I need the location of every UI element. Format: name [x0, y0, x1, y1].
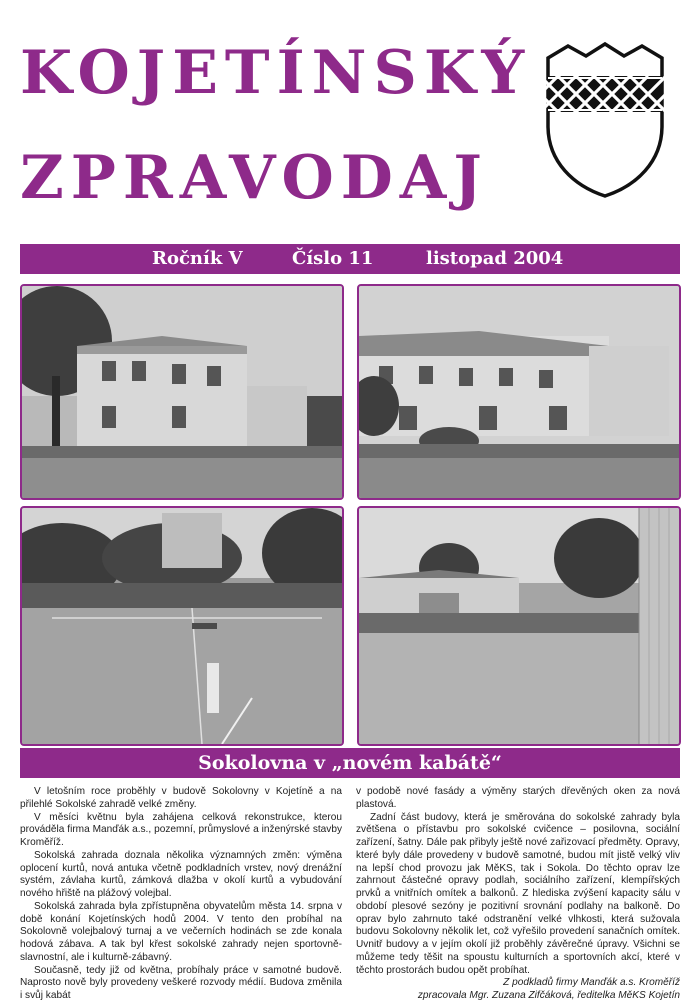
issue-number: Číslo 11	[292, 248, 374, 269]
article-paragraph: Současně, tedy již od května, probíhaly práce v samotné budově. Naprosto nově byly provedeny veškeré rozvody médií. Budova změnila i svůj kabát	[20, 964, 342, 1001]
article-paragraph: Sokolská zahrada doznala několika významných změn: výměna oplocení kurtů, nová antuka včetně podkladních vrstev, nový drenážní systém, závlaha kurtů, zámková dlažba v okolí kurtů a vybudování nového hřiště na plážový volejbal.	[20, 849, 342, 899]
article-column-left	[20, 786, 342, 1003]
article-signature-author: zpracovala Mgr. Zuzana Zifčáková, ředitelka MěKS Kojetín	[417, 990, 680, 1001]
issue-bar	[20, 244, 680, 274]
masthead	[20, 30, 540, 235]
article-paragraph: v podobě nové fasády a výměny starých dřevěných oken za nová plastová.	[356, 786, 680, 810]
photo-sports-courts	[20, 506, 344, 746]
photo-sokolovna-front-left	[20, 284, 344, 500]
issue-volume: Ročník V	[152, 248, 243, 269]
article-column-right	[356, 786, 680, 1003]
article-paragraph: V letošním roce proběhly v budově Sokolovny v Kojetíně a na přilehlé Sokolské zahradě velké změny.	[20, 786, 342, 810]
article-signature-source: Z podkladů firmy Manďák a.s. Kroměříž	[503, 977, 680, 989]
photo-sokolovna-front-right	[357, 284, 681, 500]
article-title: Sokolovna v „novém kabátě“	[20, 748, 680, 778]
masthead-title-line1: KOJETÍNSKÝ	[20, 38, 532, 108]
issue-date: listopad 2004	[426, 248, 564, 269]
coat-of-arms-icon	[540, 40, 670, 200]
photo-courts-and-building	[357, 506, 681, 746]
article-paragraph: V měsíci květnu byla zahájena celková rekonstrukce, kterou prováděla firma Manďák a.s., pozemní, průmyslové a inženýrské stavby Kroměříž.	[20, 811, 342, 848]
article-paragraph: Sokolská zahrada byla zpřístupněna obyvatelům města 14. srpna v době konání Kojetínských hodů 2004. V tento den probíhal na Sokolovně volejbalový turnaj a ve večerních hodinách se zde konala hodová zábava. A tak byl křest sokolské zahrady nejen sportovně-slavnostní, ale i kulturně-zábavný.	[20, 900, 342, 963]
article-paragraph: Zadní část budovy, která je směrována do sokolské zahrady byla zvětšena o přístavbu pro sokolské cvičence – posilovna, sociální zařízení, šatny. Dále pak přibyly ještě nové zařizovací předměty. Opravy, které byly dále provedeny v budově samotné, budou mít jistě velký vliv na lepší chod provozu jak MěKS, tak i Sokola. Do těchto oprav lze zahrnout částečné opravy podlah, sociálního zařízení, klempířských prvků a vnitřních omítek a balkonů. Z hlediska zvýšení kapacity sálu v období plesové sezóny je pozitivní srovnání podlahy na balkoně. Do oprav bylo zahrnuto také odstranění velké vlhkosti, která sužovala budovu Sokolovny několik let, což vyřešilo provedení sanačních omítek. Uvnitř budovy a v jejím okolí již proběhly závěrečné úpravy. Všichni se můžeme tedy těšit na spoustu kulturních a sportovních akcí, které v těchto prostorách budou opět probíhat.	[356, 811, 680, 976]
masthead-title-line2: ZPRAVODAJ	[20, 143, 489, 213]
